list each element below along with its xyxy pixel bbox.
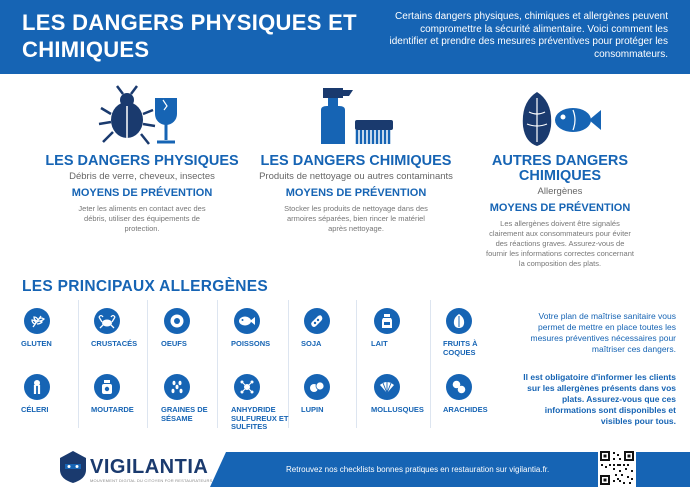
prevention-text: Stocker les produits de nettoyage dans des armoires séparées, bien rincer le matériel après nettoyage.: [284, 204, 428, 233]
physical-dangers-section: [42, 84, 242, 234]
shell-icon: [374, 374, 400, 400]
allergen-label: GLUTEN: [21, 339, 52, 348]
prevention-heading: MOYENS DE PRÉVENTION: [489, 202, 631, 214]
allergen-label: MOLLUSQUES: [371, 405, 424, 414]
allergen-label: GRAINES DE SÉSAME: [161, 405, 208, 423]
allergen-label: CRUSTACÉS: [91, 339, 138, 348]
sulfite-icon: [234, 374, 260, 400]
qr-code-icon: [598, 449, 636, 487]
milk-icon: [374, 308, 400, 334]
peanut-icon: [446, 374, 472, 400]
allergen-item: [228, 302, 294, 364]
allergen-item: [18, 302, 84, 364]
allergens-grid: [18, 302, 498, 436]
allergen-label: SOJA: [301, 339, 322, 348]
prevention-text: Jeter les aliments en contact avec des débris, utiliser des équipements de protection.: [78, 204, 206, 233]
vigilantia-logo-icon: [58, 450, 88, 484]
footer-text: Retrouvez nos checklists bonnes pratiques en restauration sur vigilantia.fr.: [286, 465, 550, 474]
prevention-heading: MOYENS DE PRÉVENTION: [285, 187, 427, 199]
allergens-heading: LES PRINCIPAUX ALLERGÈNES: [22, 278, 269, 295]
column-title: AUTRES DANGERS CHIMIQUES: [491, 153, 629, 184]
allergen-item: [440, 302, 506, 364]
prevention-text: Les allergènes doivent être signalés clairement aux consommateurs pour éviter des réactions graves. Assurez-vous de fournir les informations correctes concernant la composition des plats.: [486, 219, 634, 268]
brand-tagline: MOUVEMENT DIGITAL DU CITOYEN FOR RESTAURATEURS: [90, 478, 213, 483]
intro-text: Certains dangers physiques, chimiques et allergènes peuvent compromettre la sécurité alimentaire. Voici comment les identifier et prendre des mesures préventives pour protéger les consommateurs.: [389, 11, 668, 60]
prevention-heading: MOYENS DE PRÉVENTION: [71, 187, 213, 199]
obligation-note: Il est obligatoire d'informer les clients sur les allergènes présents dans vos plats. Assurez-vous que ces informations sont disponibles et visibles pour tous.: [523, 372, 676, 426]
allergen-label: LUPIN: [301, 405, 324, 414]
egg-icon: [164, 308, 190, 334]
crab-icon: [94, 308, 120, 334]
nut-icon: [446, 308, 472, 334]
column-subtitle: Produits de nettoyage ou autres contaminants: [259, 171, 453, 182]
allergen-label: LAIT: [371, 339, 388, 348]
allergen-label: OEUFS: [161, 339, 187, 348]
mustard-icon: [94, 374, 120, 400]
wheat-icon: [24, 308, 50, 334]
allergen-item: [368, 302, 434, 364]
lupin-icon: [304, 374, 330, 400]
allergen-item: [18, 368, 84, 430]
allergen-item: [88, 368, 154, 430]
cleaning-products-icon: [311, 84, 401, 150]
fish-icon: [234, 308, 260, 334]
plan-note: Votre plan de maîtrise sanitaire vous permet de mettre en place toutes les mesures préventives nécessaires pour maîtriser ces dangers.: [530, 311, 676, 354]
allergen-item: [88, 302, 154, 364]
page-title: LES DANGERS PHYSIQUES ET CHIMIQUES: [22, 10, 357, 62]
allergen-label: POISSONS: [231, 339, 271, 348]
allergen-item: [228, 368, 294, 430]
sesame-icon: [164, 374, 190, 400]
soy-icon: [304, 308, 330, 334]
allergen-label: FRUITS À COQUES: [443, 339, 478, 357]
column-title: LES DANGERS PHYSIQUES: [45, 153, 239, 169]
allergen-label: ARACHIDES: [443, 405, 488, 414]
column-subtitle: Allergènes: [537, 186, 583, 197]
allergen-label: MOUTARDE: [91, 405, 134, 414]
allergen-item: [158, 368, 224, 430]
allergen-food-icon: [515, 84, 605, 150]
celery-icon: [24, 374, 50, 400]
allergen-label: ANHYDRIDE SULFUREUX ET SULFITES: [231, 405, 289, 431]
allergen-item: [440, 368, 506, 430]
column-title: LES DANGERS CHIMIQUES: [260, 153, 452, 169]
allergen-item: [158, 302, 224, 364]
brand-name: VIGILANTIA: [90, 456, 209, 478]
bug-glass-icon: [97, 84, 187, 150]
allergen-item: [298, 368, 364, 430]
column-subtitle: Débris de verre, cheveux, insectes: [69, 171, 215, 182]
chemical-dangers-section: [256, 84, 456, 234]
allergen-item: [298, 302, 364, 364]
allergen-item: [368, 368, 434, 430]
other-chemical-dangers-section: [460, 84, 660, 269]
allergen-label: CÉLERI: [21, 405, 49, 414]
